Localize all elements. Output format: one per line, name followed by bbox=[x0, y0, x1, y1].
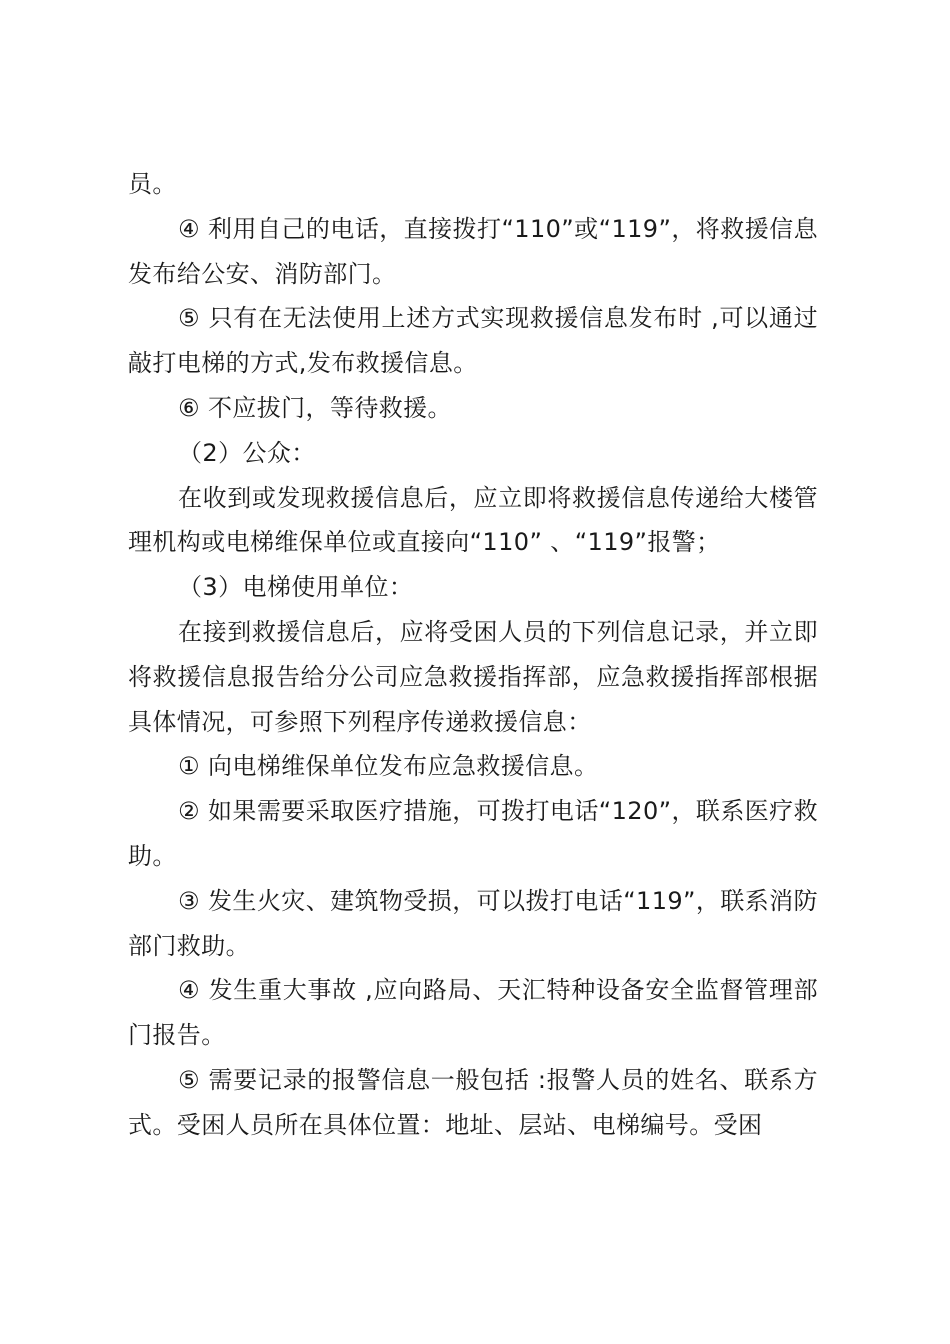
section-heading-public: （2）公众： bbox=[178, 438, 316, 467]
paragraph-step-2-medical: ② 如果需要采取医疗措施，可拨打电话“120”，联系医疗救助。 bbox=[128, 797, 818, 870]
section-heading-elevator-user-unit: （3）电梯使用单位： bbox=[178, 573, 414, 602]
paragraph-item-6-wait-rescue: ⑥ 不应拔门，等待救援。 bbox=[178, 393, 452, 422]
document-body bbox=[128, 162, 818, 1148]
paragraph-item-5-knock-elevator: ⑤ 只有在无法使用上述方式实现救援信息发布时 ,可以通过敲打电梯的方式,发布救援信息。 bbox=[128, 304, 818, 378]
paragraph-item-4-call-110-119: ④ 利用自己的电话，直接拨打“110”或“119”，将救援信息发布给公安、消防部门。 bbox=[128, 214, 818, 288]
paragraph-public-instructions: 在收到或发现救援信息后，应立即将救援信息传递给大楼管理机构或电梯维保单位或直接向“110” 、“119”报警； bbox=[128, 483, 818, 557]
paragraph-step-4-major-accident: ④ 发生重大事故 ,应向路局、天汇特种设备安全监督管理部门报告。 bbox=[128, 976, 818, 1050]
paragraph-continuation: 员。 bbox=[128, 170, 177, 198]
paragraph-step-1-maintenance: ① 向电梯维保单位发布应急救援信息。 bbox=[178, 752, 599, 781]
paragraph-step-3-fire: ③ 发生火灾、建筑物受损，可以拨打电话“119”，联系消防部门救助。 bbox=[128, 886, 818, 960]
paragraph-step-5-record-info: ⑤ 需要记录的报警信息一般包括 :报警人员的姓名、联系方式。受困人员所在具体位置：地址、层站、电梯编号。受困 bbox=[128, 1065, 818, 1139]
paragraph-user-unit-instructions: 在接到救援信息后，应将受困人员的下列信息记录，并立即将救援信息报告给分公司应急救援指挥部，应急救援指挥部根据具体情况，可参照下列程序传递救援信息： bbox=[128, 617, 818, 736]
